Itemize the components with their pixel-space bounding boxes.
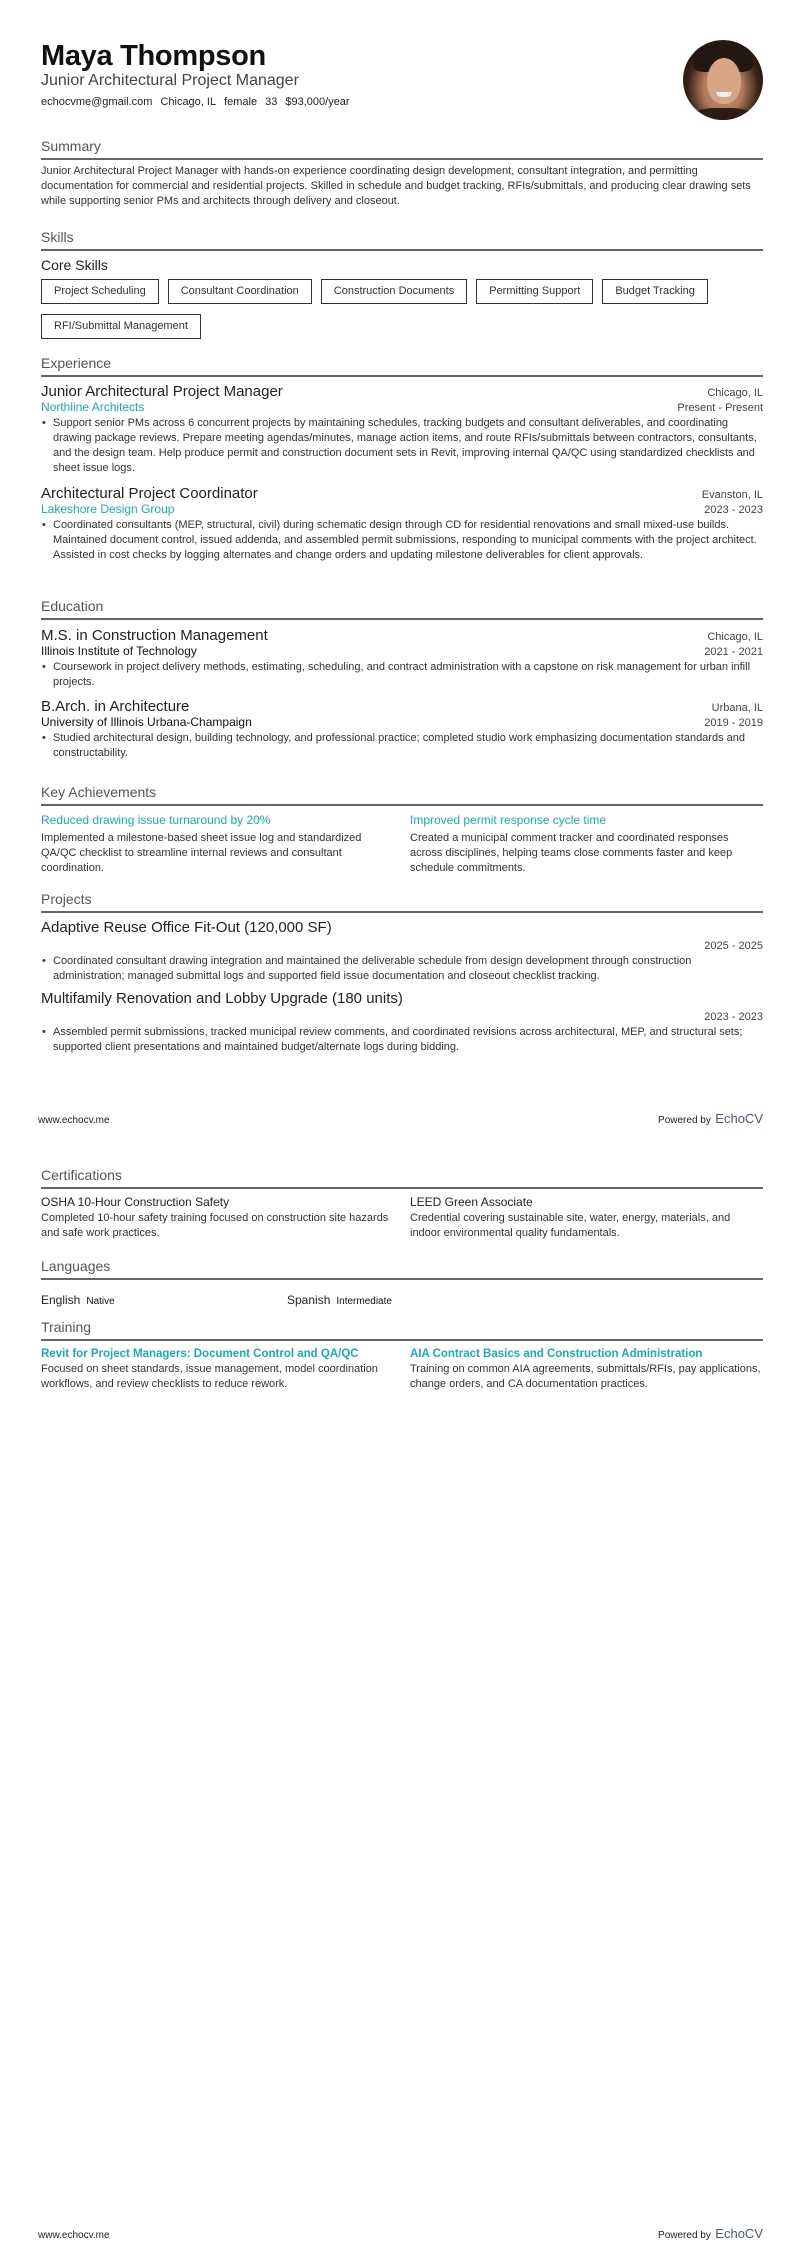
education-dates: 2021 - 2021 — [704, 646, 763, 658]
contact-location: Chicago, IL — [160, 96, 217, 108]
summary-text: Junior Architectural Project Manager with hands-on experience coordinating design development, consultant integration, and permitting documentation for commercial and residential projects. Skilled in schedule and budget tracking, RFIs/submittals, and producing clear drawing sets while supporting senior PMs and architects through delivery and closeout. — [41, 165, 751, 207]
contact-gender: female — [224, 96, 258, 108]
achievement-title: Reduced drawing issue turnaround by 20% — [41, 813, 271, 827]
training-item — [41, 1348, 394, 1392]
skill-tag: Budget Tracking — [602, 279, 708, 304]
section-heading-experience: Experience — [41, 355, 763, 377]
education-dates: 2019 - 2019 — [704, 717, 763, 729]
certification-item — [410, 1195, 763, 1241]
language-level: Intermediate — [336, 1296, 392, 1307]
skill-tag: Consultant Coordination — [168, 279, 312, 304]
experience-company: Northline Architects — [41, 400, 145, 414]
brand-logo[interactable]: EchoCV — [715, 1111, 763, 1126]
project-title: Adaptive Reuse Office Fit-Out (120,000 SF) — [41, 919, 332, 936]
section-heading-skills: Skills — [41, 229, 763, 251]
education-degree: B.Arch. in Architecture — [41, 698, 190, 715]
footer-url[interactable]: www.echocv.me — [38, 2230, 110, 2241]
contact-salary: $93,000/year — [285, 96, 350, 108]
education-school: Illinois Institute of Technology — [41, 644, 197, 658]
section-heading-achievements: Key Achievements — [41, 784, 763, 806]
section-heading-languages: Languages — [41, 1258, 763, 1280]
certification-text: Credential covering sustainable site, water, energy, materials, and indoor environmental quality fundamentals. — [410, 1212, 731, 1239]
education-entry — [41, 698, 763, 761]
achievement-item — [410, 813, 763, 876]
training-text: Focused on sheet standards, issue management, model coordination workflows, and review checklists to reduce rework. — [41, 1363, 378, 1390]
skills-list — [41, 279, 763, 339]
language-item — [41, 1293, 287, 1307]
certification-item — [41, 1195, 394, 1241]
section-heading-certifications: Certifications — [41, 1167, 763, 1189]
achievement-text: Created a municipal comment tracker and coordinated responses across disciplines, helping teams close comments faster and keep schedule commitments. — [410, 832, 733, 874]
section-heading-projects: Projects — [41, 891, 763, 913]
skills-group-title: Core Skills — [41, 257, 108, 273]
skill-tag: Construction Documents — [321, 279, 467, 304]
project-dates: 2023 - 2023 — [704, 1011, 763, 1023]
page-footer — [38, 1110, 763, 1128]
section-heading-education: Education — [41, 598, 763, 620]
powered-by-label: Powered by — [658, 2230, 711, 2241]
contact-age: 33 — [265, 96, 278, 108]
certification-title: OSHA 10-Hour Construction Safety — [41, 1195, 230, 1209]
language-level: Native — [86, 1296, 115, 1307]
section-heading-training: Training — [41, 1319, 763, 1341]
achievement-item — [41, 813, 394, 876]
page-footer — [38, 2225, 763, 2243]
languages-list — [41, 1293, 763, 1307]
profile-photo — [683, 40, 763, 120]
photo-face — [707, 58, 741, 104]
project-entry — [41, 990, 763, 1055]
education-degree: M.S. in Construction Management — [41, 627, 268, 644]
candidate-name: Maya Thompson — [41, 40, 266, 72]
project-entry — [41, 919, 763, 984]
project-bullet: • Assembled permit submissions, tracked municipal review comments, and coordinated revisions across architectural, MEP, and structural sets; supported client presentations and maintained budget/alternate logs during bidding. — [41, 1025, 763, 1055]
candidate-title: Junior Architectural Project Manager — [41, 72, 299, 89]
skill-tag: Project Scheduling — [41, 279, 159, 304]
achievement-title: Improved permit response cycle time — [410, 813, 607, 827]
training-item — [410, 1348, 763, 1392]
powered-by-label: Powered by — [658, 1115, 711, 1126]
footer-powered-by — [658, 2225, 763, 2243]
footer-powered-by — [658, 1110, 763, 1128]
project-title: Multifamily Renovation and Lobby Upgrade (180 units) — [41, 990, 403, 1007]
achievements-list — [41, 813, 763, 876]
photo-shoulder — [691, 108, 755, 120]
skill-tag: Permitting Support — [476, 279, 593, 304]
training-title: Revit for Project Managers: Document Control and QA/QC — [41, 1348, 359, 1360]
language-name: English — [41, 1293, 81, 1307]
experience-company: Lakeshore Design Group — [41, 502, 175, 516]
contact-info — [41, 96, 350, 108]
section-heading-summary: Summary — [41, 138, 763, 160]
photo-smile — [716, 92, 732, 97]
achievement-text: Implemented a milestone-based sheet issue log and standardized QA/QC checklist to streamline internal reviews and consultant coordination. — [41, 832, 362, 874]
training-text: Training on common AIA agreements, submittals/RFIs, pay applications, change orders, and CA documentation practices. — [410, 1363, 761, 1390]
education-entry — [41, 627, 763, 690]
education-bullet: • Coursework in project delivery methods, estimating, scheduling, and contract administration with a capstone on risk management for urban infill projects. — [41, 660, 763, 690]
education-bullet: • Studied architectural design, building technology, and professional practice; completed studio work emphasizing documentation standards and constructability. — [41, 731, 763, 761]
experience-location: Chicago, IL — [707, 387, 763, 399]
experience-dates: 2023 - 2023 — [704, 504, 763, 516]
skill-tag: RFI/Submittal Management — [41, 314, 201, 339]
experience-title: Junior Architectural Project Manager — [41, 383, 283, 400]
project-dates: 2025 - 2025 — [704, 940, 763, 952]
experience-dates: Present - Present — [677, 402, 763, 414]
experience-title: Architectural Project Coordinator — [41, 485, 258, 502]
certifications-list — [41, 1195, 763, 1241]
experience-bullet: • Coordinated consultants (MEP, structural, civil) during schematic design through CD for residential renovations and small mixed-use builds. Maintained document control, issued addenda, and assembled permit submissions, responding to municipal comments with the project architect. Assisted in cost checks by logging alternates and change orders and updating milestone deliverables for client approvals. — [41, 518, 763, 563]
certification-title: LEED Green Associate — [410, 1195, 533, 1209]
education-location: Urbana, IL — [711, 702, 763, 714]
training-list — [41, 1348, 763, 1392]
education-school: University of Illinois Urbana-Champaign — [41, 715, 252, 729]
project-bullet: • Coordinated consultant drawing integration and maintained the deliverable schedule from design development through construction administration; managed submittal logs and supported field issue documentation and closeout checklist tracking. — [41, 954, 763, 984]
experience-entry — [41, 383, 763, 476]
certification-text: Completed 10-hour safety training focused on construction site hazards and safe work practices. — [41, 1212, 389, 1239]
training-title: AIA Contract Basics and Construction Administration — [410, 1348, 703, 1360]
language-name: Spanish — [287, 1293, 331, 1307]
contact-email[interactable]: echocvme@gmail.com — [41, 96, 153, 108]
experience-bullet: • Support senior PMs across 6 concurrent projects by maintaining schedules, tracking budgets and consultant deliverables, and coordinating drawing package reviews. Prepare meeting agendas/minutes, manage action items, and route RFIs/submittals between contractors, consultants, and the design team. Help produce permit and construction document sets in Revit, improving internal QA/QC using standardized checklists and sheet issue logs. — [41, 416, 763, 476]
language-item — [287, 1293, 533, 1307]
education-location: Chicago, IL — [707, 631, 763, 643]
brand-logo[interactable]: EchoCV — [715, 2226, 763, 2241]
experience-location: Evanston, IL — [701, 489, 763, 501]
footer-url[interactable]: www.echocv.me — [38, 1115, 110, 1126]
experience-entry — [41, 485, 763, 563]
